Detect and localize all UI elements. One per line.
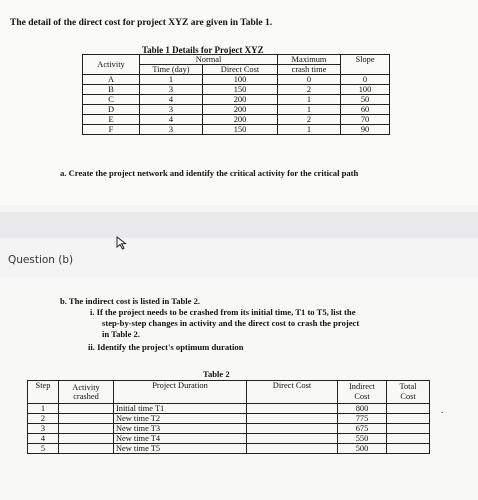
th-project-duration: Project Duration (114, 381, 247, 404)
table-row (83, 85, 390, 95)
cell-cost: 100 (203, 75, 278, 85)
table-row (83, 125, 390, 135)
cell-duration: New time T4 (114, 434, 247, 444)
cell-step: 3 (28, 424, 59, 434)
cell-step: 2 (28, 414, 59, 424)
th-crash-time: crash time (278, 65, 341, 75)
table1 (82, 54, 390, 135)
th-direct-cost: Direct Cost (247, 381, 338, 404)
cell-total-cost[interactable] (387, 434, 430, 444)
qb-line: in Table 2. (102, 329, 140, 339)
cell-max: 0 (278, 75, 341, 85)
cell-slope: 70 (341, 115, 390, 125)
cell-activity-crashed[interactable] (59, 414, 114, 424)
table-row (28, 414, 430, 424)
th-maximum: Maximum (278, 55, 341, 65)
th-activity-crashed (59, 381, 114, 404)
cell-cost: 150 (203, 125, 278, 135)
cell-slope: 50 (341, 95, 390, 105)
cell-total-cost[interactable] (387, 414, 430, 424)
cell-total-cost[interactable] (387, 444, 430, 454)
cell-direct-cost[interactable] (247, 444, 338, 454)
cell-direct-cost[interactable] (247, 424, 338, 434)
divider-band (0, 212, 478, 238)
cell-duration: New time T3 (114, 424, 247, 434)
mouse-pointer-icon (116, 236, 128, 255)
cell-activity: B (83, 85, 140, 95)
cell-total-cost[interactable] (387, 424, 430, 434)
cell-duration: Initial time T1 (114, 404, 247, 414)
th-indirect-line1: Indirect (348, 382, 376, 391)
table-row (28, 424, 430, 434)
cell-max: 1 (278, 105, 341, 115)
th-total-cost (387, 381, 430, 404)
cell-cost: 200 (203, 95, 278, 105)
cell-time: 3 (140, 125, 203, 135)
th-activity-line2: crashed (73, 392, 99, 401)
th-normal: Normal (140, 55, 278, 65)
table2 (27, 380, 430, 454)
cell-time: 4 (140, 95, 203, 105)
cell-step: 4 (28, 434, 59, 444)
cell-indirect-cost: 550 (338, 434, 387, 444)
cell-step: 5 (28, 444, 59, 454)
th-slope: Slope (341, 55, 390, 75)
th-indirect-line2: Cost (354, 392, 370, 401)
cell-cost: 150 (203, 85, 278, 95)
cell-activity: F (83, 125, 140, 135)
cell-direct-cost[interactable] (247, 404, 338, 414)
cell-total-cost[interactable] (387, 404, 430, 414)
table-row (28, 434, 430, 444)
table-row (83, 75, 390, 85)
th-total-line1: Total (399, 382, 417, 391)
th-time: Time (day) (140, 65, 203, 75)
table1-caption: Table 1 Details for Project XYZ (142, 45, 264, 55)
cell-indirect-cost: 675 (338, 424, 387, 434)
cell-activity: A (83, 75, 140, 85)
cell-direct-cost[interactable] (247, 434, 338, 444)
cell-max: 2 (278, 85, 341, 95)
cell-time: 3 (140, 105, 203, 115)
cell-slope: 0 (341, 75, 390, 85)
th-step: Step (28, 381, 59, 404)
cell-indirect-cost: 500 (338, 444, 387, 454)
cell-activity-crashed[interactable] (59, 434, 114, 444)
qb-line: i. If the project needs to be crashed from its initial time, T1 to T5, list the (90, 307, 356, 317)
intro-text: The detail of the direct cost for project XYZ are given in Table 1. (10, 18, 273, 28)
cell-time: 1 (140, 75, 203, 85)
cell-activity: C (83, 95, 140, 105)
th-activity-line1: Activity (72, 382, 100, 392)
cell-slope: 90 (341, 125, 390, 135)
cell-time: 3 (140, 85, 203, 95)
qb-line: step-by-step changes in activity and the direct cost to crash the project (102, 318, 360, 328)
cell-cost: 200 (203, 115, 278, 125)
stray-mark: . (441, 405, 444, 415)
question-a-text: a. Create the project network and identify the critical activity for the critical path (60, 168, 359, 178)
cell-activity-crashed[interactable] (59, 444, 114, 454)
cell-activity-crashed[interactable] (59, 424, 114, 434)
question-b-label: Question (b) (8, 254, 74, 266)
table-row (83, 105, 390, 115)
cell-indirect-cost: 775 (338, 414, 387, 424)
cell-direct-cost[interactable] (247, 414, 338, 424)
cell-indirect-cost: 800 (338, 404, 387, 414)
th-indirect-cost (338, 381, 387, 404)
th-total-line2: Cost (400, 392, 416, 401)
cell-cost: 200 (203, 105, 278, 115)
cell-slope: 100 (341, 85, 390, 95)
table2-caption: Table 2 (203, 369, 230, 379)
cell-max: 1 (278, 125, 341, 135)
cell-slope: 60 (341, 105, 390, 115)
cell-max: 2 (278, 115, 341, 125)
table-row (28, 404, 430, 414)
cell-activity-crashed[interactable] (59, 404, 114, 414)
cell-duration: New time T5 (114, 444, 247, 454)
qb-line: b. The indirect cost is listed in Table 2. (60, 296, 201, 306)
cell-activity: D (83, 105, 140, 115)
cell-time: 4 (140, 115, 203, 125)
cell-step: 1 (28, 404, 59, 414)
qb-line: ii. Identify the project's optimum duration (88, 342, 244, 352)
th-direct-cost: Direct Cost (203, 65, 278, 75)
table-row (83, 115, 390, 125)
cell-max: 1 (278, 95, 341, 105)
th-activity: Activity (83, 55, 140, 75)
table-row (83, 95, 390, 105)
cell-activity: E (83, 115, 140, 125)
table-row (28, 444, 430, 454)
cell-duration: New time T2 (114, 414, 247, 424)
